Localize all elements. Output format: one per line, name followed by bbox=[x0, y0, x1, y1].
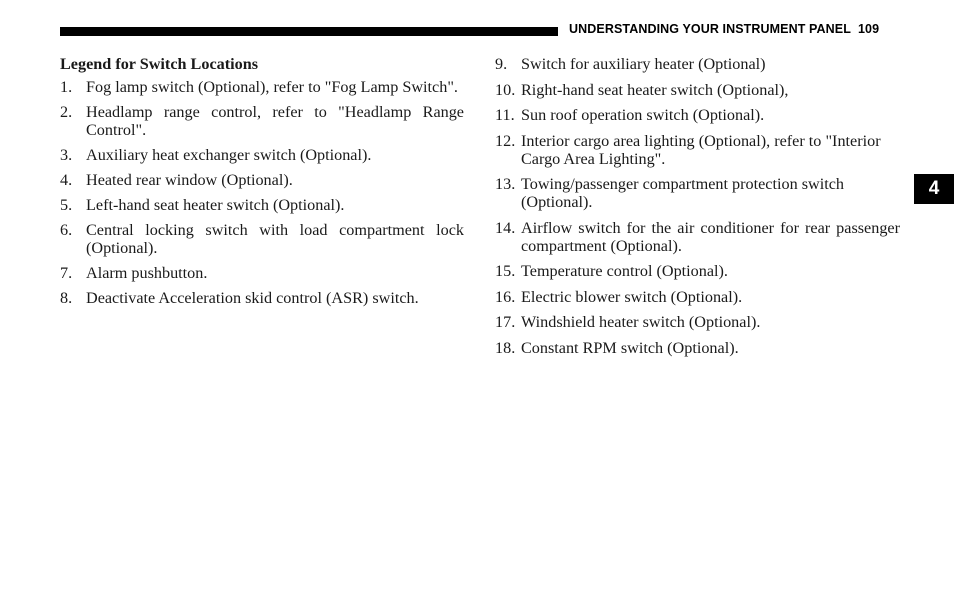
list-item bbox=[60, 196, 464, 214]
item-text: Fog lamp switch (Optional), refer to "Fog Lamp Switch". bbox=[86, 78, 458, 96]
left-column bbox=[60, 55, 464, 314]
item-number: 10. bbox=[495, 80, 516, 99]
item-text: Deactivate Acceleration skid control (ASR) switch. bbox=[86, 289, 419, 307]
item-text: Windshield heater switch (Optional). bbox=[521, 313, 761, 331]
item-number: 18. bbox=[495, 338, 516, 357]
item-number: 4. bbox=[60, 171, 73, 189]
item-text: Electric blower switch (Optional). bbox=[521, 287, 743, 306]
list-item bbox=[495, 313, 900, 331]
header-rule bbox=[60, 27, 558, 36]
item-number: 16. bbox=[495, 287, 516, 306]
list-item bbox=[495, 175, 900, 211]
item-text: Constant RPM switch (Optional). bbox=[521, 338, 739, 357]
item-number: 5. bbox=[60, 196, 73, 214]
item-text: Temperature control (Optional). bbox=[521, 262, 728, 280]
list-item bbox=[495, 132, 900, 168]
list-item bbox=[495, 81, 900, 99]
item-text: Interior cargo area lighting (Optional), refer to "Interior Cargo Area Lighting". bbox=[521, 131, 881, 168]
item-text: Sun roof operation switch (Optional). bbox=[521, 106, 765, 124]
item-text: Towing/passenger compartment protection switch (Optional). bbox=[521, 175, 844, 211]
list-item bbox=[60, 146, 464, 164]
item-number: 11. bbox=[495, 106, 515, 124]
item-number: 8. bbox=[60, 289, 73, 307]
list-item bbox=[60, 78, 464, 96]
header-title: UNDERSTANDING YOUR INSTRUMENT PANEL bbox=[569, 22, 851, 36]
item-text: Right-hand seat heater switch (Optional), bbox=[521, 80, 789, 99]
item-number: 13. bbox=[495, 175, 516, 193]
item-text: Airflow switch for the air conditioner for rear passenger compartment (Optional). bbox=[521, 218, 900, 255]
running-header bbox=[569, 22, 879, 36]
list-item bbox=[495, 339, 900, 357]
item-number: 2. bbox=[60, 103, 73, 121]
item-number: 14. bbox=[495, 218, 516, 237]
right-column bbox=[495, 55, 900, 364]
list-item bbox=[60, 289, 464, 307]
item-number: 9. bbox=[495, 55, 508, 73]
list-item bbox=[60, 171, 464, 189]
list-item bbox=[495, 219, 900, 255]
list-item bbox=[495, 106, 900, 124]
item-text: Left-hand seat heater switch (Optional). bbox=[86, 196, 345, 214]
item-number: 6. bbox=[60, 221, 73, 239]
item-text: Central locking switch with load compartment lock (Optional). bbox=[86, 221, 464, 257]
chapter-tab[interactable]: 4 bbox=[914, 174, 954, 204]
item-text: Alarm pushbutton. bbox=[86, 264, 208, 282]
legend-title: Legend for Switch Locations bbox=[60, 55, 259, 73]
item-number: 7. bbox=[60, 264, 73, 282]
item-text: Auxiliary heat exchanger switch (Optional). bbox=[86, 146, 372, 164]
item-number: 1. bbox=[60, 78, 73, 96]
list-item bbox=[495, 288, 900, 306]
item-number: 12. bbox=[495, 131, 516, 150]
page-number: 109 bbox=[857, 22, 880, 36]
item-text: Headlamp range control, refer to "Headlamp Range Control". bbox=[86, 103, 464, 139]
item-text: Switch for auxiliary heater (Optional) bbox=[521, 55, 766, 73]
list-item bbox=[60, 221, 464, 257]
item-number: 3. bbox=[60, 146, 73, 164]
list-item bbox=[60, 103, 464, 139]
legend-list-right bbox=[495, 55, 900, 357]
item-number: 15. bbox=[495, 262, 516, 280]
list-item bbox=[495, 262, 900, 280]
list-item bbox=[495, 55, 900, 73]
list-item bbox=[60, 264, 464, 282]
legend-list-left bbox=[60, 78, 464, 307]
item-number: 17. bbox=[495, 313, 516, 331]
item-text: Heated rear window (Optional). bbox=[86, 171, 293, 189]
